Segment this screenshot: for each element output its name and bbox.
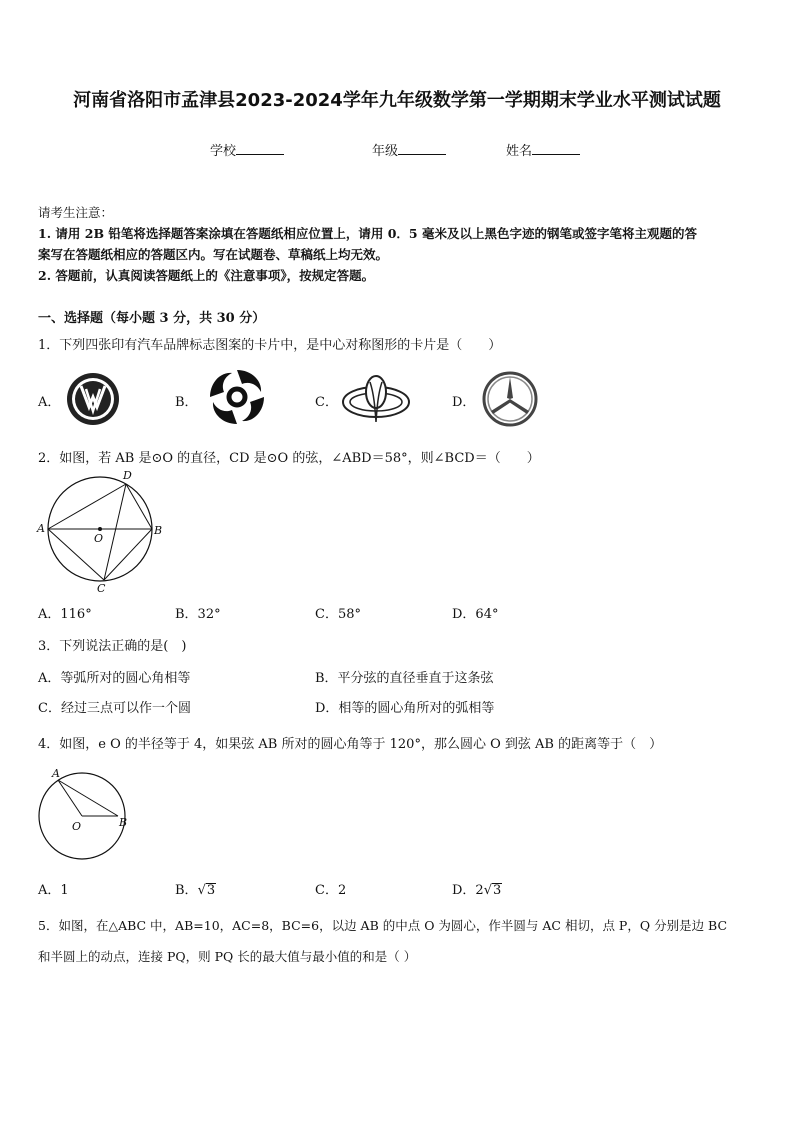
q4-option-b-label: B．	[175, 883, 198, 898]
q3-option-a[interactable]: A．等弧所对的圆心角相等	[38, 671, 191, 686]
question-1-stem: 1．下列四张印有汽车品牌标志图案的卡片中，是中心对称图形的卡片是（ ）	[38, 338, 502, 353]
q2-label-d: D	[123, 469, 132, 482]
q4-label-b: B	[119, 816, 128, 829]
question-4-stem: 4．如图，e O 的半径等于 4，如果弦 AB 所对的圆心角等于 120°，那么圆心 O 到弦 AB 的距离等于（ ）	[38, 737, 663, 752]
q4-option-b[interactable]	[175, 879, 216, 898]
name-blank[interactable]	[532, 142, 580, 155]
sqrt-sign: √	[483, 883, 492, 898]
notice-line-1a: 1. 请用 2B 铅笔将选择题答案涂填在答题纸相应位置上，请用 0．5 毫米及以上黑色字迹的钢笔或签字笔将主观题的答	[38, 226, 697, 241]
q4-option-c[interactable]: C．2	[315, 883, 347, 898]
notice-line-1b: 案写在答题纸相应的答题区内。写在试题卷、草稿纸上均无效。	[38, 247, 389, 262]
q3-option-b[interactable]: B．平分弦的直径垂直于这条弦	[315, 671, 494, 686]
notice-line-2: 2. 答题前，认真阅读答题纸上的《注意事项》，按规定答题。	[38, 268, 375, 283]
q2-label-b: B	[154, 524, 163, 537]
q4-option-d-label: D．2	[452, 883, 484, 898]
question-2-stem: 2．如图，若 AB 是⊙O 的直径，CD 是⊙O 的弦，∠ABD＝58°，则∠BCD＝（ ）	[38, 451, 540, 466]
q2-option-c[interactable]: C．58°	[315, 607, 361, 622]
q1-option-b[interactable]: B．	[175, 395, 198, 410]
q4-option-d-radicand: 3	[493, 883, 502, 898]
q3-option-d[interactable]: D．相等的圆心角所对的弧相等	[315, 701, 495, 716]
question-5-line-2: 和半圆上的动点，连接 PQ，则 PQ 长的最大值与最小值的和是（ ）	[38, 949, 417, 964]
section-heading: 一、选择题（每小题 3 分，共 30 分）	[38, 311, 266, 326]
question-5-line-1: 5．如图，在△ABC 中，AB=10，AC=8，BC=6，以边 AB 的中点 O 为圆心，作半圆与 AC 相切，点 P，Q 分别是边 BC	[38, 918, 728, 933]
q2-option-b[interactable]: B．32°	[175, 607, 221, 622]
q3-option-c[interactable]: C．经过三点可以作一个圆	[38, 701, 191, 716]
q1-option-c[interactable]: C．	[315, 395, 338, 410]
sqrt-sign: √	[197, 883, 206, 898]
q1-option-d[interactable]: D．	[452, 395, 476, 410]
q2-option-a[interactable]: A．116°	[38, 607, 92, 622]
q4-circle-diagram	[34, 766, 134, 862]
name-field[interactable]	[506, 140, 580, 159]
q4-label-o: O	[72, 820, 82, 833]
q2-label-c: C	[97, 582, 106, 595]
mercedes-logo-icon	[480, 370, 540, 428]
q4-label-a: A	[52, 767, 60, 780]
school-label: 学校	[210, 144, 237, 159]
q4-option-d[interactable]	[452, 879, 502, 898]
q2-circle-diagram	[34, 468, 164, 596]
grade-label: 年级	[372, 144, 399, 159]
grade-blank[interactable]	[398, 142, 446, 155]
swirl-logo-icon	[206, 366, 268, 428]
volkswagen-logo-icon	[62, 371, 124, 427]
name-label: 姓名	[506, 144, 533, 159]
q2-label-o: O	[94, 532, 104, 545]
question-3-stem: 3．下列说法正确的是( )	[38, 639, 187, 654]
q2-option-d[interactable]: D．64°	[452, 607, 499, 622]
notice-heading: 请考生注意：	[38, 205, 114, 220]
q4-option-b-radicand: 3	[206, 883, 216, 898]
q4-option-a[interactable]: A．1	[38, 883, 69, 898]
grade-field[interactable]	[372, 140, 446, 159]
q2-label-a: A	[37, 522, 45, 535]
q1-option-a[interactable]: A．	[38, 395, 61, 410]
school-blank[interactable]	[236, 142, 284, 155]
exam-title: 河南省洛阳市孟津县2023-2024学年九年级数学第一学期期末学业水平测试试题	[73, 90, 721, 111]
toyota-logo-icon	[340, 372, 412, 424]
school-field[interactable]	[210, 140, 284, 159]
